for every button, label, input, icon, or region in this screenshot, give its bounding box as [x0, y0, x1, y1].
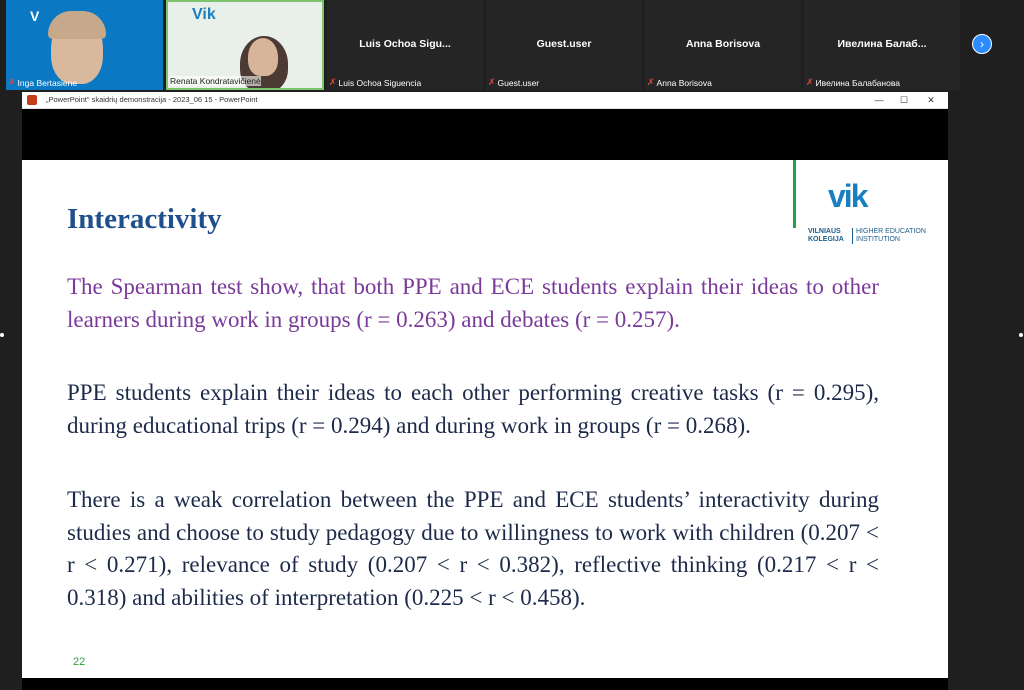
participant-tile-3[interactable] [327, 0, 483, 90]
participant-face [248, 38, 278, 76]
minimize-button[interactable]: — [874, 95, 884, 105]
slide[interactable] [22, 160, 948, 678]
mic-off-icon: ✗ [488, 77, 496, 87]
slide-number: 22 [73, 656, 86, 668]
participant-tile-6[interactable] [804, 0, 960, 90]
slide-title: Interactivity [67, 203, 222, 235]
participant-label: Renata Kondratavičienė [170, 76, 261, 86]
logo-divider [793, 160, 796, 228]
participant-hair [48, 11, 106, 39]
participant-tile-video-2[interactable] [166, 0, 324, 90]
participant-name: Ивелина Балаб... [837, 38, 927, 50]
slide-paragraph-3: There is a weak correlation between the PPE and ECE students’ interactivity during studies and choose to study pedagogy due to willingness to work with children (0.207 < r < 0.271), relevance of study (0.207 < r < 0.382), reflective thinking (0.217 < r < 0.318) and abilities of interpretation (0.225 < r < 0.458). [67, 487, 879, 610]
mic-off-icon: ✗ [8, 77, 16, 87]
participant-tile-5[interactable] [645, 0, 801, 90]
window-title: „PowerPoint" skaidrių demonstracija - 2023_06 15 - PowerPoint [46, 95, 258, 104]
participant-strip [0, 0, 1024, 90]
mic-off-icon: ✗ [806, 77, 814, 87]
vik-logo-watermark: V [30, 8, 40, 24]
maximize-button[interactable]: ☐ [899, 95, 909, 105]
chevron-right-icon[interactable]: › [972, 34, 992, 54]
slide-paragraph-1: The Spearman test show, that both PPE and ECE students explain their ideas to other learners during work in groups (r = 0.263) and debates (r = 0.257). [67, 274, 879, 332]
window-titlebar [22, 92, 948, 109]
edge-dot [0, 333, 4, 337]
participant-tile-4[interactable] [486, 0, 642, 90]
mic-off-icon: ✗ [329, 77, 337, 87]
slide-letterbox-bottom [22, 678, 948, 690]
participant-name: Anna Borisova [685, 38, 761, 50]
close-button[interactable]: ✕ [927, 95, 935, 105]
participant-label: ✗ Luis Ochoa Siguencia [329, 77, 422, 88]
participant-label: ✗ Anna Borisova [647, 77, 712, 88]
slide-paragraph-2: PPE students explain their ideas to each other performing creative tasks (r = 0.295), during educational trips (r = 0.294) and during work in groups (r = 0.268). [67, 380, 879, 438]
slide-letterbox-top [22, 109, 948, 160]
powerpoint-window [22, 92, 948, 690]
powerpoint-icon [27, 95, 37, 105]
participant-name: Luis Ochoa Sigu... [359, 38, 451, 50]
participant-tile-video-1[interactable] [6, 0, 163, 90]
edge-dot [1019, 333, 1023, 337]
vik-logo-backdrop: Vik [192, 6, 216, 23]
vik-logo: vik VILNIAUS KOLEGIJA HIGHER EDUCATION INSTITUTION [808, 178, 926, 243]
participant-name: Guest.user [536, 38, 592, 50]
participant-label: ✗ Inga Bertasiene [8, 77, 78, 88]
participant-label: ✗ Ивелина Балабанова [806, 77, 900, 88]
mic-off-icon: ✗ [647, 77, 655, 87]
participant-label: ✗ Guest.user [488, 77, 540, 88]
